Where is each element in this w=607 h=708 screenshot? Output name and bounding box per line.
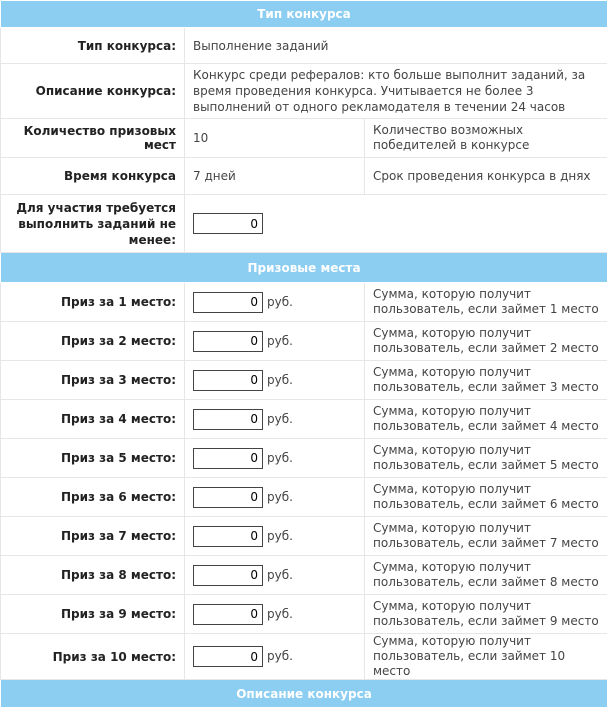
prize-input-cell bbox=[185, 283, 365, 322]
currency-unit: руб. bbox=[267, 373, 293, 387]
prize-input-cell bbox=[185, 517, 365, 556]
row-prize-places bbox=[1, 119, 607, 158]
prize-amount-input[interactable] bbox=[193, 292, 263, 313]
currency-unit: руб. bbox=[267, 490, 293, 504]
section-header-description-label: Описание конкурса bbox=[1, 680, 607, 708]
min-tasks-label: Для участия требуется выполнить заданий не менее: bbox=[1, 195, 185, 253]
prize-input-cell bbox=[185, 439, 365, 478]
contest-time-hint: Срок проведения конкурса в днях bbox=[365, 158, 607, 195]
prize-row bbox=[1, 478, 607, 517]
prize-row bbox=[1, 439, 607, 478]
min-tasks-cell bbox=[185, 195, 607, 253]
prize-hint: Сумма, которую получит пользователь, если займет 2 место bbox=[365, 322, 607, 361]
section-header-description bbox=[1, 680, 607, 708]
prize-hint: Сумма, которую получит пользователь, если займет 3 место bbox=[365, 361, 607, 400]
prize-input-cell bbox=[185, 478, 365, 517]
prize-input-cell bbox=[185, 634, 365, 680]
currency-unit: руб. bbox=[267, 451, 293, 465]
prize-hint: Сумма, которую получит пользователь, если займет 1 место bbox=[365, 283, 607, 322]
contest-description-value: Конкурс среди рефералов: кто больше выполнит заданий, за время проведения конкурса. Учитывается не более 3 выполнений от одного рекламодателя в течении 24 часов bbox=[185, 64, 607, 119]
prize-row bbox=[1, 634, 607, 680]
row-contest-description bbox=[1, 64, 607, 119]
prize-hint: Сумма, которую получит пользователь, если займет 10 место bbox=[365, 634, 607, 680]
prize-row bbox=[1, 556, 607, 595]
prize-amount-input[interactable] bbox=[193, 646, 263, 667]
prize-amount-input[interactable] bbox=[193, 331, 263, 352]
prize-hint: Сумма, которую получит пользователь, если займет 9 место bbox=[365, 595, 607, 634]
row-contest-time bbox=[1, 158, 607, 195]
prize-row bbox=[1, 322, 607, 361]
prize-input-cell bbox=[185, 361, 365, 400]
currency-unit: руб. bbox=[267, 529, 293, 543]
prize-amount-input[interactable] bbox=[193, 448, 263, 469]
section-header-prizes-label: Призовые места bbox=[1, 253, 607, 283]
prize-label: Приз за 9 место: bbox=[1, 595, 185, 634]
section-header-prizes bbox=[1, 253, 607, 283]
section-header-type bbox=[1, 1, 607, 28]
prize-hint: Сумма, которую получит пользователь, если займет 6 место bbox=[365, 478, 607, 517]
prize-hint: Сумма, которую получит пользователь, если займет 4 место bbox=[365, 400, 607, 439]
prize-row bbox=[1, 361, 607, 400]
contest-description-label: Описание конкурса: bbox=[1, 64, 185, 119]
prize-label: Приз за 2 место: bbox=[1, 322, 185, 361]
prize-label: Приз за 1 место: bbox=[1, 283, 185, 322]
contest-time-label: Время конкурса bbox=[1, 158, 185, 195]
prize-label: Приз за 8 место: bbox=[1, 556, 185, 595]
prize-label: Приз за 3 место: bbox=[1, 361, 185, 400]
currency-unit: руб. bbox=[267, 295, 293, 309]
prize-label: Приз за 7 место: bbox=[1, 517, 185, 556]
currency-unit: руб. bbox=[267, 412, 293, 426]
prize-input-cell bbox=[185, 400, 365, 439]
prize-amount-input[interactable] bbox=[193, 409, 263, 430]
prize-label: Приз за 10 место: bbox=[1, 634, 185, 680]
prize-input-cell bbox=[185, 595, 365, 634]
prize-hint: Сумма, которую получит пользователь, если займет 8 место bbox=[365, 556, 607, 595]
prize-places-label: Количество призовых мест bbox=[1, 119, 185, 158]
contest-type-label: Тип конкурса: bbox=[1, 28, 185, 64]
contest-type-value: Выполнение заданий bbox=[185, 28, 607, 64]
prize-input-cell bbox=[185, 556, 365, 595]
prize-row bbox=[1, 517, 607, 556]
contest-time-value: 7 дней bbox=[185, 158, 365, 195]
prize-amount-input[interactable] bbox=[193, 565, 263, 586]
prize-input-cell bbox=[185, 322, 365, 361]
prize-amount-input[interactable] bbox=[193, 604, 263, 625]
currency-unit: руб. bbox=[267, 334, 293, 348]
min-tasks-input[interactable] bbox=[193, 213, 263, 234]
prize-row bbox=[1, 400, 607, 439]
prize-label: Приз за 5 место: bbox=[1, 439, 185, 478]
row-contest-type bbox=[1, 28, 607, 64]
prize-hint: Сумма, которую получит пользователь, если займет 7 место bbox=[365, 517, 607, 556]
prize-places-hint: Количество возможных победителей в конкурсе bbox=[365, 119, 607, 158]
prize-label: Приз за 6 место: bbox=[1, 478, 185, 517]
section-header-type-label: Тип конкурса bbox=[1, 1, 607, 28]
prize-amount-input[interactable] bbox=[193, 526, 263, 547]
prize-row bbox=[1, 283, 607, 322]
prize-amount-input[interactable] bbox=[193, 370, 263, 391]
prize-hint: Сумма, которую получит пользователь, если займет 5 место bbox=[365, 439, 607, 478]
prize-label: Приз за 4 место: bbox=[1, 400, 185, 439]
currency-unit: руб. bbox=[267, 649, 293, 663]
prize-amount-input[interactable] bbox=[193, 487, 263, 508]
currency-unit: руб. bbox=[267, 607, 293, 621]
currency-unit: руб. bbox=[267, 568, 293, 582]
prize-row bbox=[1, 595, 607, 634]
prize-places-value: 10 bbox=[185, 119, 365, 158]
row-min-tasks bbox=[1, 195, 607, 253]
